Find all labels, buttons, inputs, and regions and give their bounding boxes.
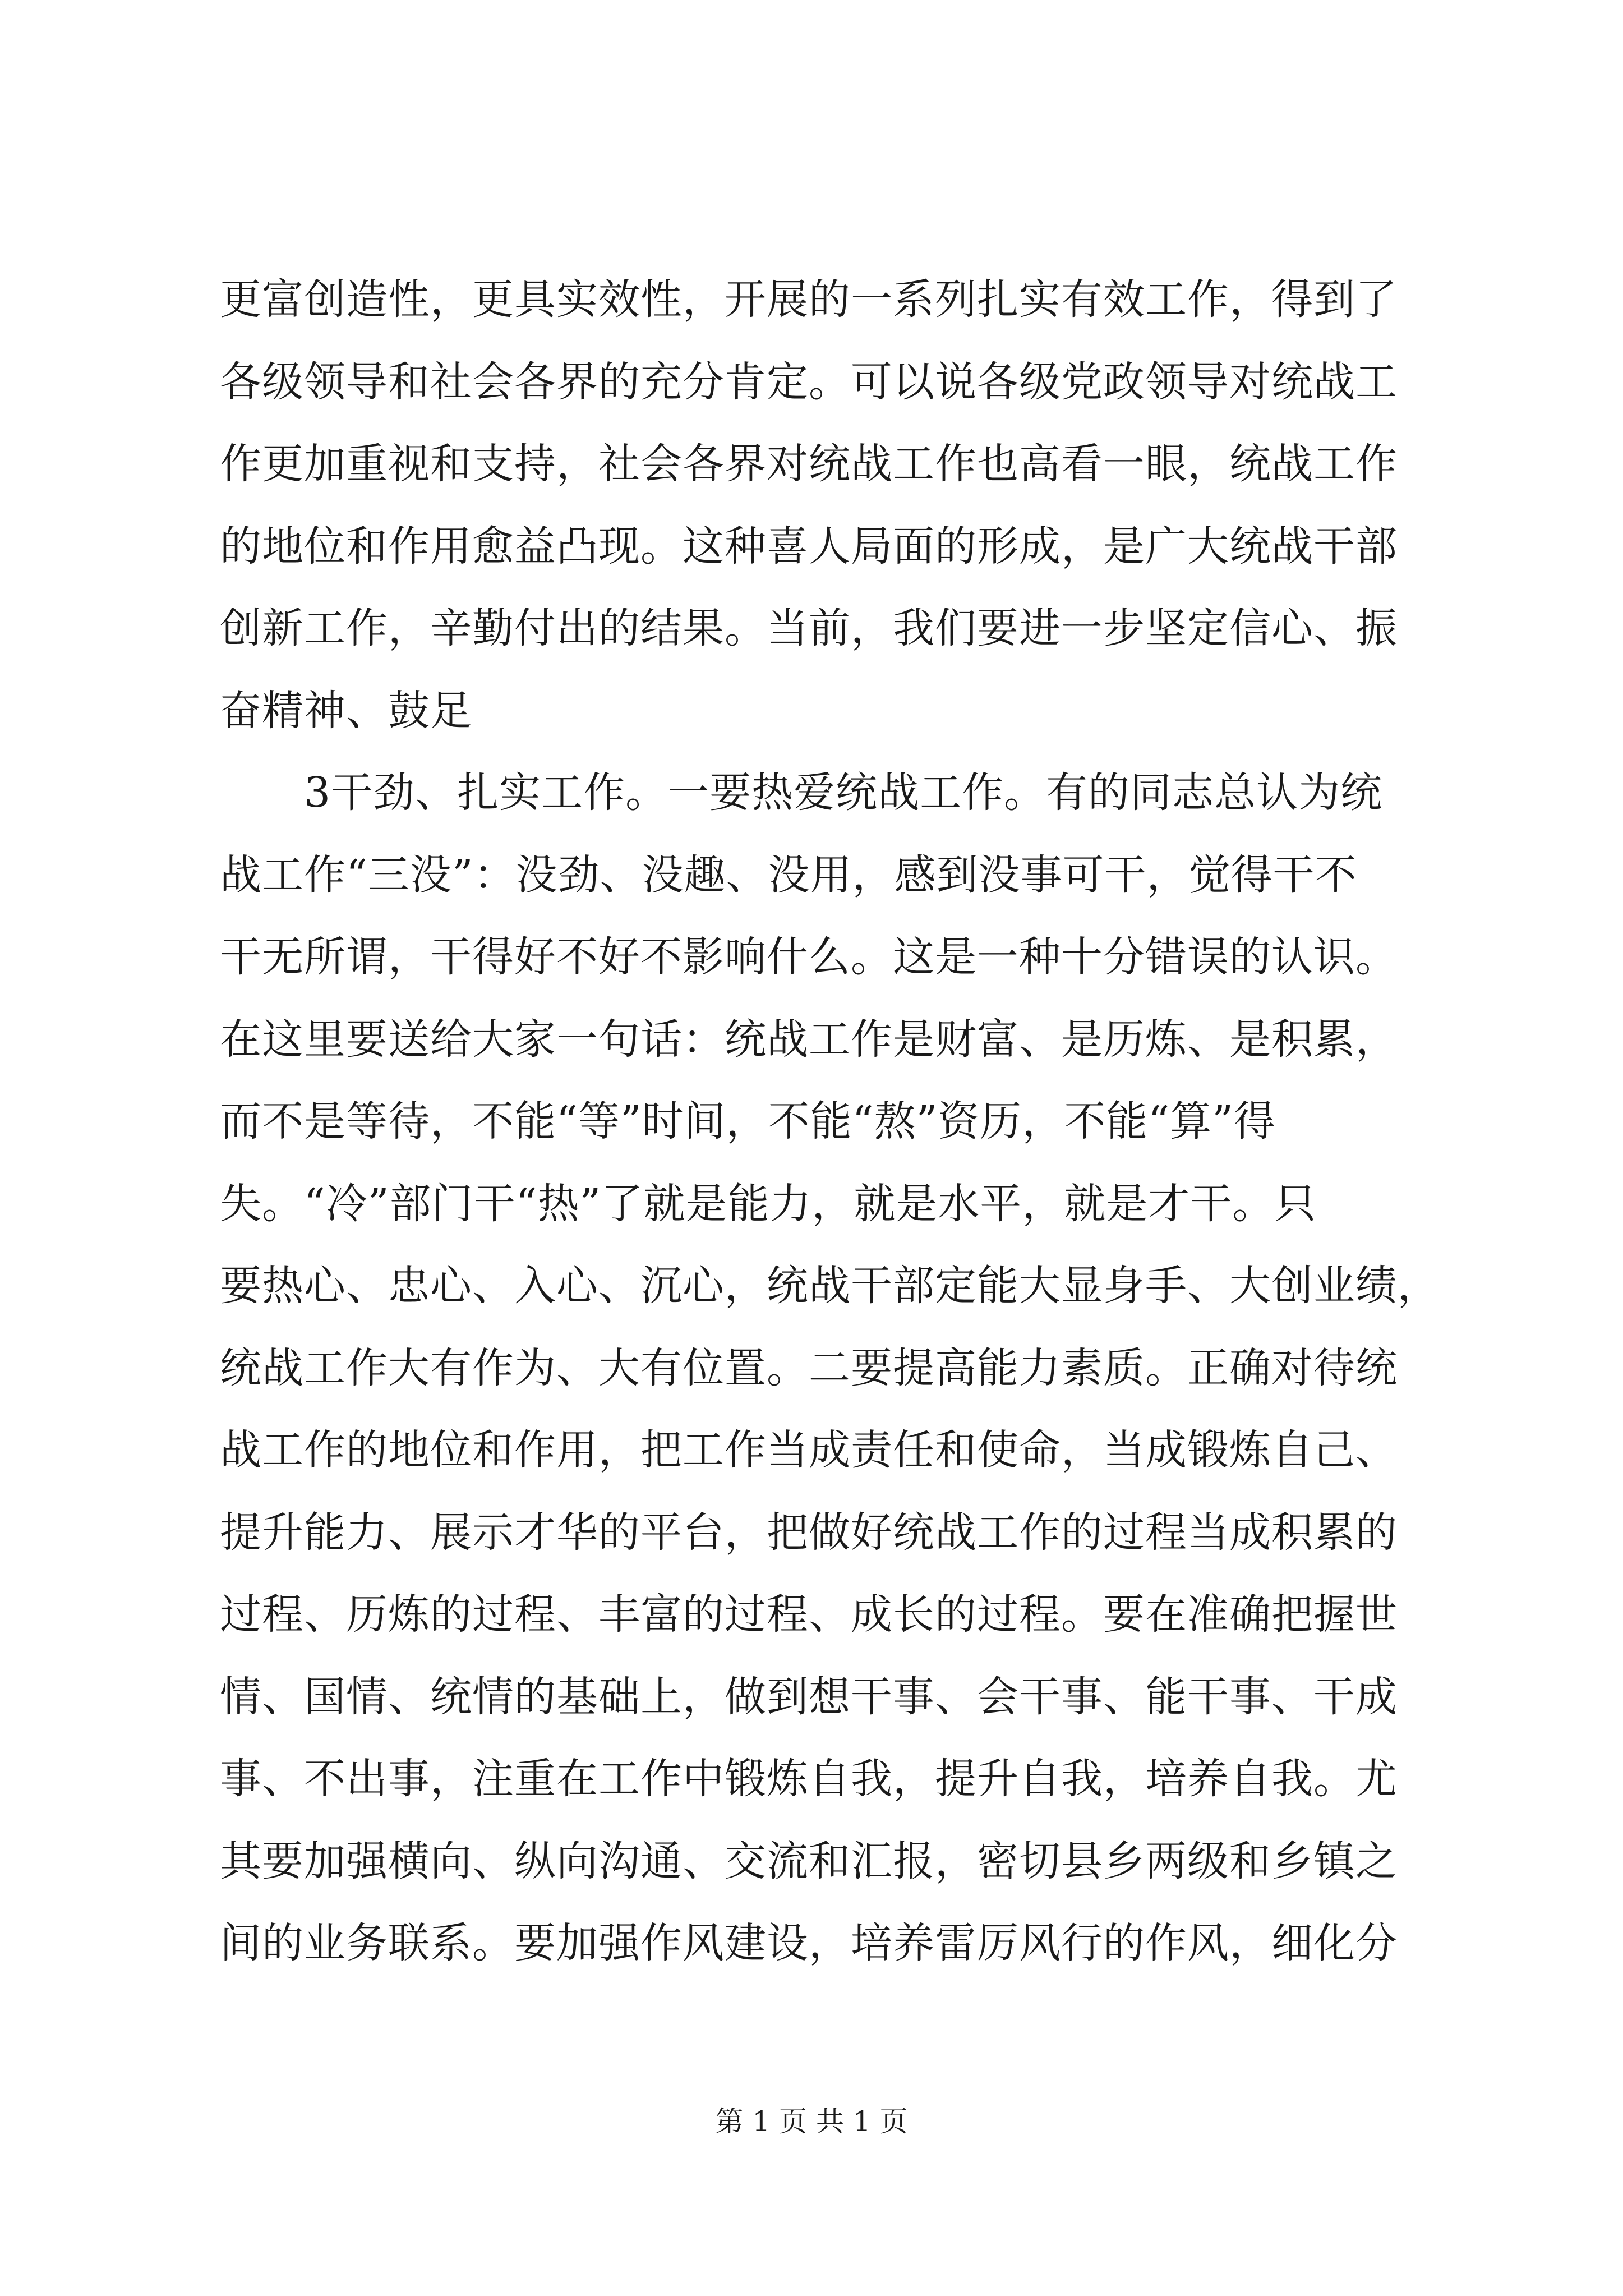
page-number-label: 第 1 页 共 1 页 (715, 2105, 908, 2138)
text-line: 要热心、忠心、入心、沉心，统战干部定能大显身手、大创业绩， (220, 1262, 1440, 1310)
text-line: 战工作的地位和作用，把工作当成责任和使命，当成锻炼自己、 (220, 1426, 1398, 1474)
text-line: 战工作“三没”：没劲、没趣、没用，感到没事可干，觉得干不 (220, 850, 1357, 899)
text-line: 过程、历炼的过程、丰富的过程、成长的过程。要在准确把握世 (220, 1590, 1398, 1639)
text-line: 其要加强横向、纵向沟通、交流和汇报，密切县乡两级和乡镇之 (220, 1837, 1398, 1885)
text-line: 更富创造性，更具实效性，开展的一系列扎实有效工作，得到了 (220, 275, 1398, 324)
text-line: 的地位和作用愈益凸现。这种喜人局面的形成，是广大统战干部 (220, 522, 1398, 570)
text-line: 3干劲、扎实工作。一要热爱统战工作。有的同志总认为统 (220, 769, 1383, 817)
text-line: 干无所谓，干得好不好不影响什么。这是一种十分错误的认识。 (220, 933, 1398, 981)
text-line: 事、不出事，注重在工作中锻炼自我，提升自我，培养自我。尤 (220, 1755, 1398, 1803)
text-line: 创新工作，辛勤付出的结果。当前，我们要进一步坚定信心、振 (220, 604, 1398, 652)
text-line: 统战工作大有作为、大有位置。二要提高能力素质。正确对待统 (220, 1343, 1398, 1392)
text-line: 失。“冷”部门干“热”了就是能力，就是水平，就是才干。只 (220, 1179, 1317, 1228)
body-text (220, 259, 1440, 1985)
text-line: 各级领导和社会各界的充分肯定。可以说各级党政领导对统战工 (220, 357, 1398, 406)
text-line: 奋精神、鼓足 (220, 686, 472, 735)
page-footer (0, 2105, 1623, 2138)
text-line: 情、国情、统情的基础上，做到想干事、会干事、能干事、干成 (220, 1672, 1398, 1721)
text-line: 在这里要送给大家一句话：统战工作是财富、是历炼、是积累， (220, 1015, 1398, 1064)
text-line: 作更加重视和支持，社会各界对统战工作也高看一眼，统战工作 (220, 440, 1398, 488)
text-line: 间的业务联系。要加强作风建设，培养雷厉风行的作风，细化分 (220, 1919, 1398, 1967)
text-line: 而不是等待，不能“等”时间，不能“熬”资历，不能“算”得 (220, 1097, 1276, 1145)
text-line: 提升能力、展示才华的平台，把做好统战工作的过程当成积累的 (220, 1508, 1398, 1557)
